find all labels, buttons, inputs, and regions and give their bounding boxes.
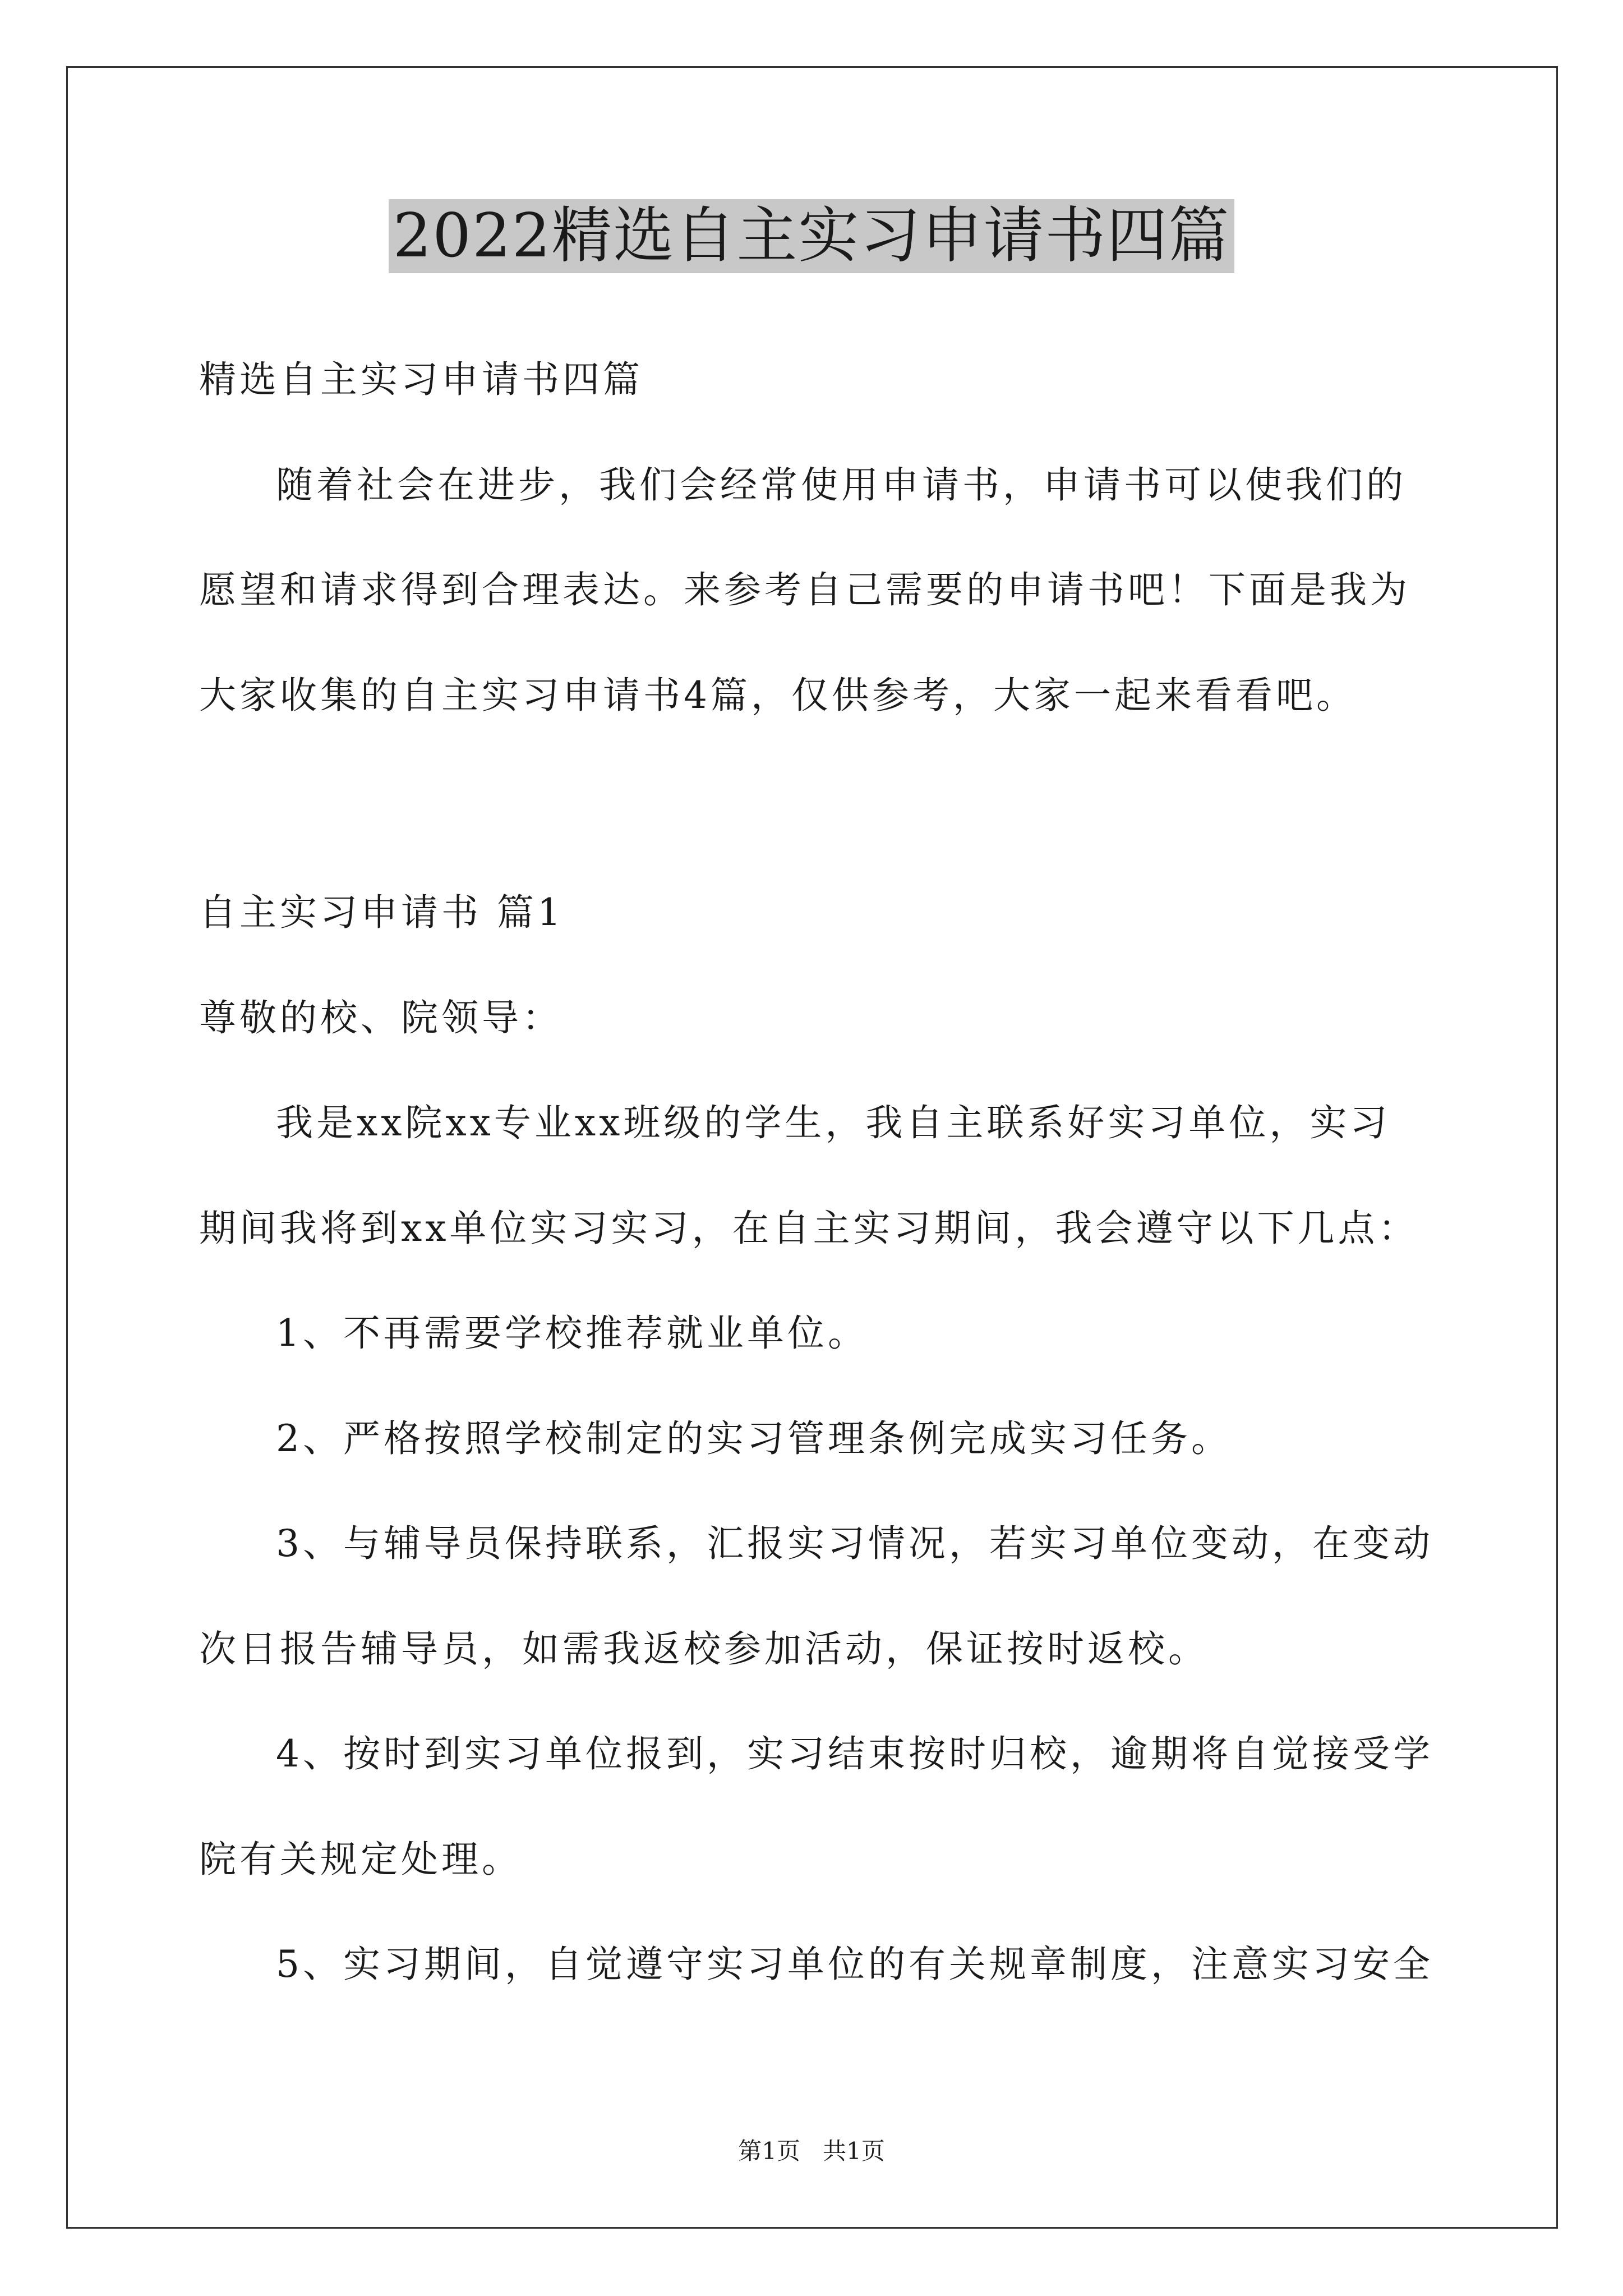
page-footer: 第1页 共1页 [738,2137,885,2165]
list-item: 5、实习期间，自觉遵守实习单位的有关规章制度，注意实习安全 [276,1943,1433,1986]
salutation-line: 尊敬的校、院领导： [199,996,562,1039]
list-item: 1、不再需要学校推荐就业单位。 [276,1312,868,1355]
document-title: 2022精选自主实习申请书四篇 [389,199,1235,273]
paragraph-line: 随着社会在进步，我们会经常使用申请书，申请书可以使我们的 [276,463,1407,507]
list-item: 3、与辅导员保持联系，汇报实习情况，若实习单位变动，在变动 [276,1522,1433,1565]
title-container [0,199,1623,273]
list-item-continuation: 院有关规定处理。 [199,1838,522,1881]
list-item-continuation: 次日报告辅导员，如需我返校参加活动，保证按时返校。 [199,1627,1209,1671]
paragraph-line: 我是xx院xx专业xx班级的学生，我自主联系好实习单位，实习 [276,1101,1391,1144]
paragraph-line: 愿望和请求得到合理表达。来参考自己需要的申请书吧！下面是我为 [199,568,1410,611]
paragraph-line: 大家收集的自主实习申请书4篇，仅供参考，大家一起来看看吧。 [199,674,1357,717]
list-item: 2、严格按照学校制定的实习管理条例完成实习任务。 [276,1417,1232,1460]
paragraph-line: 期间我将到xx单位实习实习，在自主实习期间，我会遵守以下几点： [199,1207,1419,1250]
section-heading: 自主实习申请书 篇1 [199,891,564,934]
subtitle-line: 精选自主实习申请书四篇 [199,358,643,401]
list-item: 4、按时到实习单位报到，实习结束按时归校，逾期将自觉接受学 [276,1732,1433,1775]
